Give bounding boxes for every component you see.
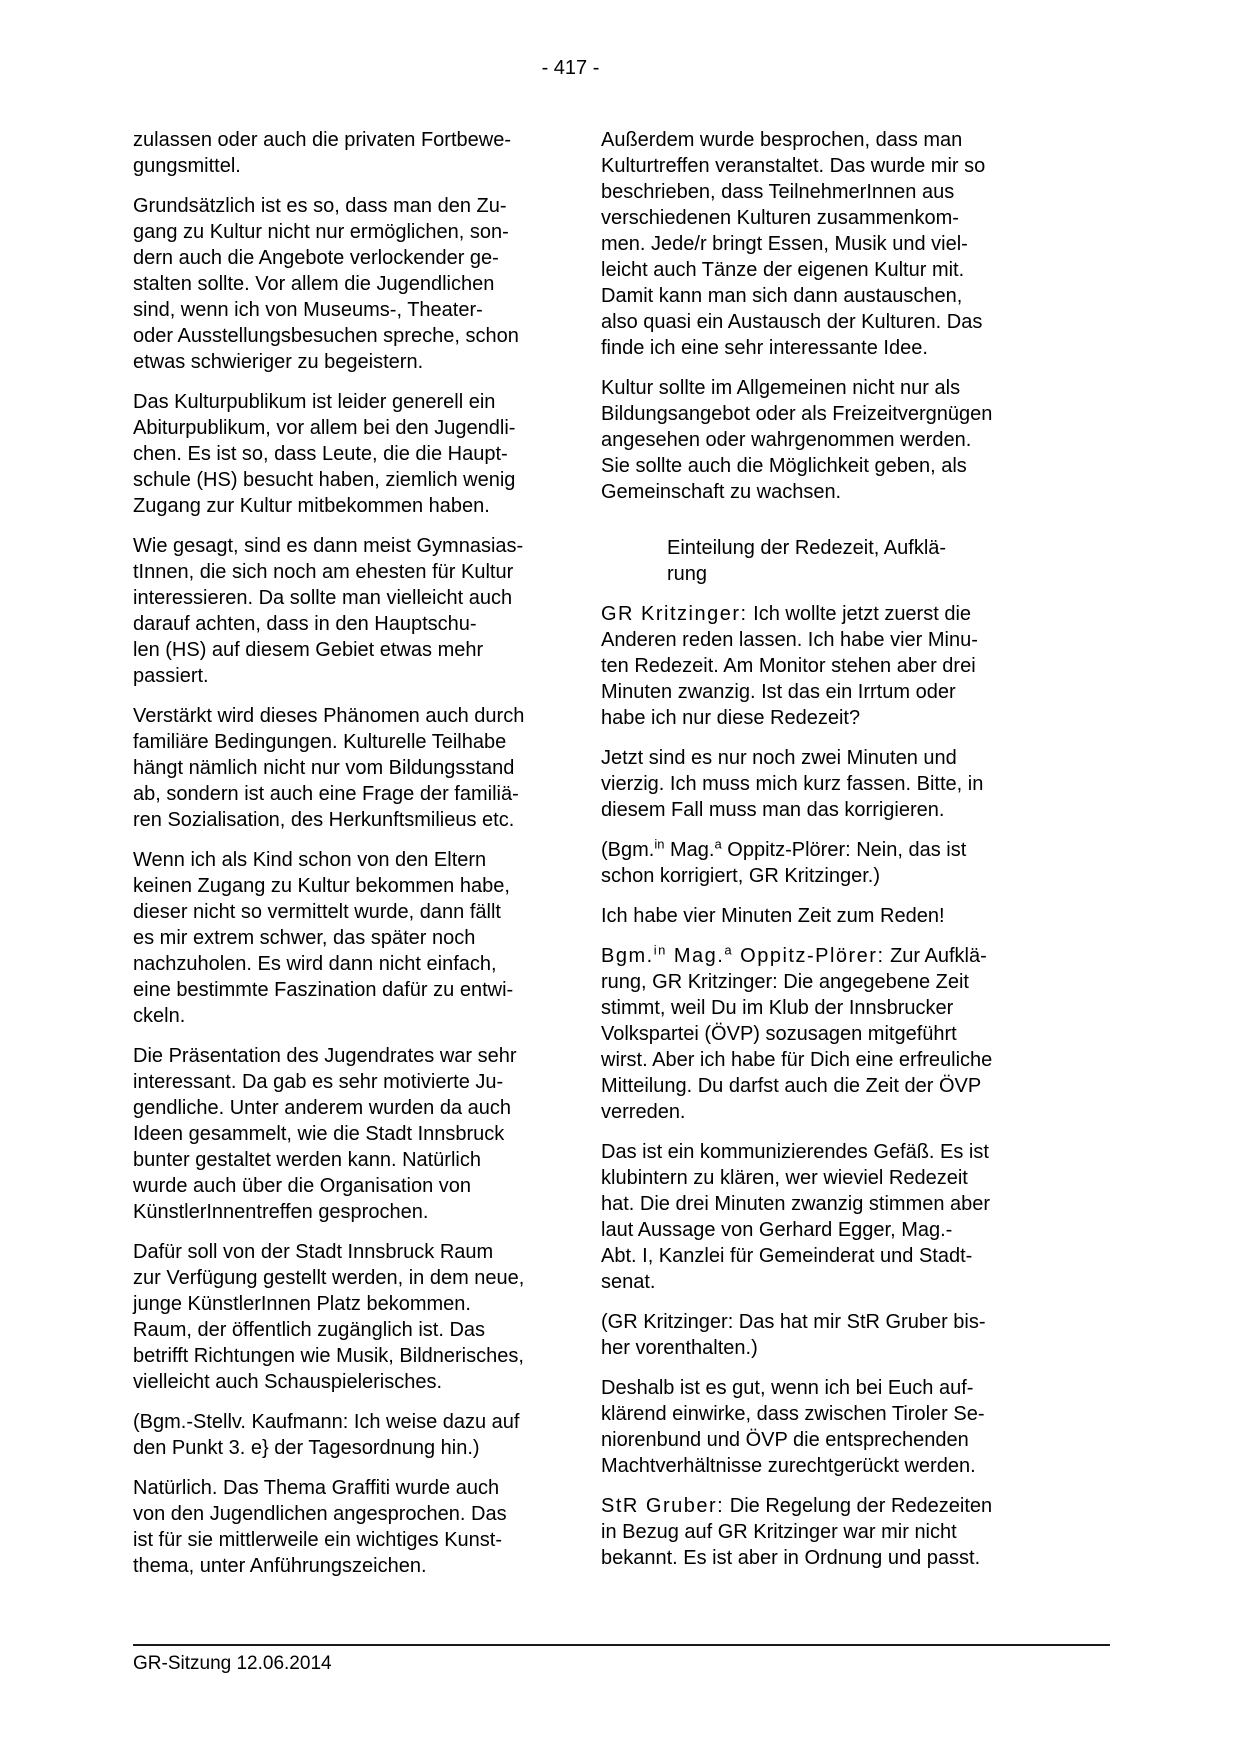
text-run: in Bezug auf GR Kritzinger war mir nicht [601, 1521, 957, 1543]
text-run: Dafür soll von der Stadt Innsbruck Raum [133, 1241, 494, 1263]
text-run: schon korrigiert, GR Kritzinger.) [601, 865, 880, 887]
text-run: gang zu Kultur nicht nur ermöglichen, son- [133, 221, 509, 243]
text-columns [133, 127, 1108, 1593]
text-run: Mag. [664, 839, 715, 861]
text-run: bekannt. Es ist aber in Ordnung und passt. [601, 1547, 981, 1569]
text-run: wurde auch über die Organisation von [133, 1175, 471, 1197]
speaker-sup-text: in [653, 942, 667, 958]
text-run: nachzuholen. Es wird dann nicht einfach, [133, 953, 497, 975]
paragraph [133, 389, 546, 519]
text-run: dern auch die Angebote verlockender ge- [133, 247, 499, 269]
text-run: Zugang zur Kultur mitbekommen haben. [133, 495, 490, 517]
paragraph [133, 1239, 546, 1395]
right-column [601, 127, 1014, 1585]
text-run: darauf achten, dass in den Hauptschu- [133, 613, 477, 635]
text-run: interessieren. Da sollte man vielleicht auch [133, 587, 513, 609]
text-run: verschiedenen Kulturen zusammenkom- [601, 207, 959, 229]
text-run: verreden. [601, 1101, 686, 1123]
text-run: betrifft Richtungen wie Musik, Bildnerisches, [133, 1345, 524, 1367]
speaker-sup-text: a [724, 942, 734, 958]
text-run: Volkspartei (ÖVP) sozusagen mitgeführt [601, 1023, 957, 1045]
text-run: hat. Die drei Minuten zwanzig stimmen aber [601, 1193, 991, 1215]
text-run: schule (HS) besucht haben, ziemlich wenig [133, 469, 516, 491]
text-run: ab, sondern ist auch eine Frage der familiä- [133, 783, 519, 805]
text-run: diesem Fall muss man das korrigieren. [601, 799, 945, 821]
text-run: Einteilung der Redezeit, Aufklä- [667, 537, 947, 559]
text-run: Ich wollte jetzt zuerst die [747, 603, 972, 625]
sup-text: a [714, 836, 722, 852]
text-run: Ich habe vier Minuten Zeit zum Reden! [601, 905, 945, 927]
text-run: dieser nicht so vermittelt wurde, dann fällt [133, 901, 501, 923]
paragraph [601, 745, 1014, 823]
paragraph [601, 943, 1014, 1125]
speaker-text: Bgm. [601, 945, 654, 967]
text-run: stalten sollte. Vor allem die Jugendlichen [133, 273, 495, 295]
text-run: Die Regelung der Redezeiten [724, 1495, 993, 1517]
text-run: (GR Kritzinger: Das hat mir StR Gruber bis- [601, 1311, 986, 1333]
paragraph [133, 1475, 546, 1579]
text-run: Abiturpublikum, vor allem bei den Jugendli- [133, 417, 516, 439]
text-run: klärend einwirke, dass zwischen Tiroler Se- [601, 1403, 985, 1425]
text-run: Kultur sollte im Allgemeinen nicht nur als [601, 377, 961, 399]
text-run: Minuten zwanzig. Ist das ein Irrtum oder [601, 681, 956, 703]
text-run: (Bgm.-Stellv. Kaufmann: Ich weise dazu auf [133, 1411, 520, 1433]
text-run: Wenn ich als Kind schon von den Eltern [133, 849, 487, 871]
text-run: junge KünstlerInnen Platz bekommen. [133, 1293, 471, 1315]
section-heading [601, 535, 1014, 587]
text-run: Mitteilung. Du darfst auch die Zeit der ÖVP [601, 1075, 982, 1097]
text-run: stimmt, weil Du im Klub der Innsbrucker [601, 997, 954, 1019]
paragraph [133, 533, 546, 689]
text-run: passiert. [133, 665, 209, 687]
text-run: (Bgm. [601, 839, 655, 861]
sup-text: in [654, 836, 665, 852]
text-run: ren Sozialisation, des Herkunftsmilieus etc. [133, 809, 515, 831]
text-run: Natürlich. Das Thema Graffiti wurde auch [133, 1477, 500, 1499]
text-run: Die Präsentation des Jugendrates war sehr [133, 1045, 517, 1067]
text-run: sind, wenn ich von Museums-, Theater- [133, 299, 483, 321]
paragraph [133, 127, 546, 179]
paragraph [601, 1309, 1014, 1361]
text-run: Abt. I, Kanzlei für Gemeinderat und Stadt- [601, 1245, 973, 1267]
paragraph [133, 193, 546, 375]
text-run: wirst. Aber ich habe für Dich eine erfreuliche [601, 1049, 993, 1071]
text-run: gendliche. Unter anderem wurden da auch [133, 1097, 512, 1119]
text-run: keinen Zugang zu Kultur bekommen habe, [133, 875, 510, 897]
paragraph [133, 847, 546, 1029]
text-run: her vorenthalten.) [601, 1337, 758, 1359]
text-run: von den Jugendlichen angesprochen. Das [133, 1503, 507, 1525]
paragraph [601, 127, 1014, 361]
text-run: laut Aussage von Gerhard Egger, Mag.- [601, 1219, 953, 1241]
left-column [133, 127, 546, 1593]
text-run: Oppitz-Plörer: Nein, das ist [721, 839, 967, 861]
text-run: familiäre Bedingungen. Kulturelle Teilhabe [133, 731, 507, 753]
paragraph [133, 1043, 546, 1225]
text-run: angesehen oder wahrgenommen werden. [601, 429, 972, 451]
text-run: ten Redezeit. Am Monitor stehen aber drei [601, 655, 976, 677]
speaker-text: StR Gruber: [601, 1495, 725, 1517]
text-run: Das Kulturpublikum ist leider generell ein [133, 391, 496, 413]
paragraph [601, 375, 1014, 505]
text-run: Sie sollte auch die Möglichkeit geben, als [601, 455, 967, 477]
text-run: Außerdem wurde besprochen, dass man [601, 129, 963, 151]
text-run: interessant. Da gab es sehr motivierte Ju- [133, 1071, 504, 1093]
paragraph [601, 903, 1014, 929]
text-run: thema, unter Anführungszeichen. [133, 1555, 427, 1577]
paragraph [601, 601, 1014, 731]
text-run: Das ist ein kommunizierendes Gefäß. Es ist [601, 1141, 989, 1163]
text-run: len (HS) auf diesem Gebiet etwas mehr [133, 639, 484, 661]
text-run: chen. Es ist so, dass Leute, die die Haupt- [133, 443, 508, 465]
speaker-text: Mag. [666, 945, 725, 967]
page-footer [133, 1644, 1110, 1676]
text-run: ist für sie mittlerweile ein wichtiges Kunst- [133, 1529, 503, 1551]
text-run: Verstärkt wird dieses Phänomen auch durch [133, 705, 525, 727]
paragraph [601, 1375, 1014, 1479]
text-run: Gemeinschaft zu wachsen. [601, 481, 842, 503]
text-run: eine bestimmte Faszination dafür zu entwi- [133, 979, 514, 1001]
text-run: KünstlerInnentreffen gesprochen. [133, 1201, 429, 1223]
text-run: Kulturtreffen veranstaltet. Das wurde mir so [601, 155, 986, 177]
text-run: leicht auch Tänze der eigenen Kultur mit. [601, 259, 965, 281]
text-run: Machtverhältnisse zurechtgerückt werden. [601, 1455, 976, 1477]
text-run: finde ich eine sehr interessante Idee. [601, 337, 928, 359]
text-run: senat. [601, 1271, 656, 1293]
text-run: bunter gestaltet werden kann. Natürlich [133, 1149, 481, 1171]
text-run: Jetzt sind es nur noch zwei Minuten und [601, 747, 957, 769]
paragraph [601, 1139, 1014, 1295]
text-run: rung [667, 563, 708, 585]
text-run: hängt nämlich nicht nur vom Bildungsstand [133, 757, 515, 779]
text-run: Anderen reden lassen. Ich habe vier Minu- [601, 629, 978, 651]
text-run: Wie gesagt, sind es dann meist Gymnasias- [133, 535, 524, 557]
text-run: Ideen gesammelt, wie die Stadt Innsbruck [133, 1123, 505, 1145]
paragraph [601, 837, 1014, 889]
text-run: etwas schwieriger zu begeistern. [133, 351, 424, 373]
paragraph [133, 1409, 546, 1461]
footer-text: GR-Sitzung 12.06.2014 [133, 1653, 332, 1674]
text-run: niorenbund und ÖVP die entsprechenden [601, 1429, 969, 1451]
page-number: - 417 - [541, 57, 600, 79]
text-run: beschrieben, dass TeilnehmerInnen aus [601, 181, 955, 203]
paragraph [601, 1493, 1014, 1571]
text-run: vielleicht auch Schauspielerisches. [133, 1371, 443, 1393]
text-run: den Punkt 3. e} der Tagesordnung hin.) [133, 1437, 480, 1459]
text-run: oder Ausstellungsbesuchen spreche, schon [133, 325, 519, 347]
text-run: es mir extrem schwer, das später noch [133, 927, 476, 949]
text-run: zur Verfügung gestellt werden, in dem neue, [133, 1267, 525, 1289]
text-run: zulassen oder auch die privaten Fortbewe- [133, 129, 511, 151]
text-run: klubintern zu klären, wer wieviel Redezeit [601, 1167, 968, 1189]
text-run: gungsmittel. [133, 155, 241, 177]
text-run: Damit kann man sich dann austauschen, [601, 285, 963, 307]
text-run: ckeln. [133, 1005, 186, 1027]
speaker-text: Oppitz-Plörer: [733, 945, 885, 967]
text-run: habe ich nur diese Redezeit? [601, 707, 861, 729]
speaker-text: GR Kritzinger: [601, 603, 748, 625]
text-run: Grundsätzlich ist es so, dass man den Zu- [133, 195, 507, 217]
paragraph [133, 703, 546, 833]
text-run: men. Jede/r bringt Essen, Musik und viel- [601, 233, 968, 255]
text-run: Raum, der öffentlich zugänglich ist. Das [133, 1319, 486, 1341]
text-run: rung, GR Kritzinger: Die angegebene Zeit [601, 971, 969, 993]
text-run: tInnen, die sich noch am ehesten für Kultur [133, 561, 514, 583]
text-run: Zur Aufklä- [884, 945, 987, 967]
text-run: vierzig. Ich muss mich kurz fassen. Bitte, in [601, 773, 984, 795]
text-run: also quasi ein Austausch der Kulturen. Das [601, 311, 983, 333]
text-run: Bildungsangebot oder als Freizeitvergnügen [601, 403, 993, 425]
text-run: Deshalb ist es gut, wenn ich bei Euch auf- [601, 1377, 974, 1399]
